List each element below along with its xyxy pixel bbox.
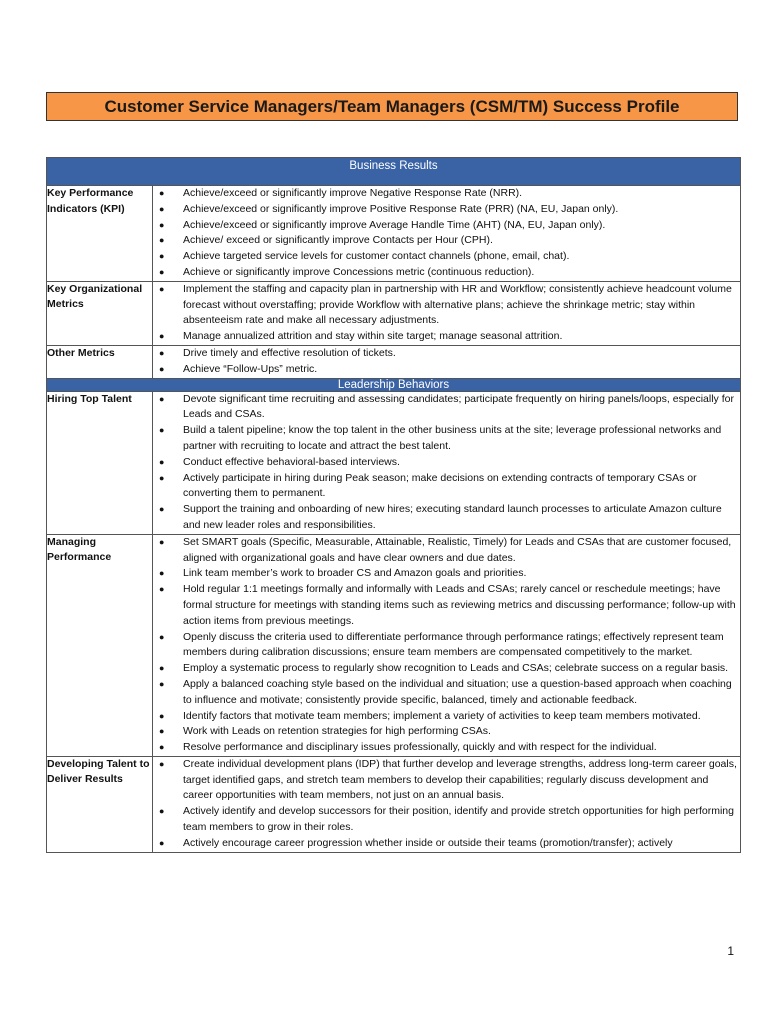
row-items xyxy=(153,534,741,756)
bullet-icon: ● xyxy=(159,758,165,769)
row-items xyxy=(153,756,741,852)
list-item xyxy=(153,346,740,362)
list-item xyxy=(153,186,740,202)
bullet-icon: ● xyxy=(159,806,165,817)
list-item-text: Achieve/exceed or significantly improve Positive Response Rate (PRR) (NA, EU, Japan only). xyxy=(183,202,619,215)
bullet-list xyxy=(153,535,740,756)
row-label: Key Performance Indicators (KPI) xyxy=(47,186,153,282)
bullet-icon: ● xyxy=(159,663,165,674)
section-header-row xyxy=(47,158,741,186)
list-item-text: Achieve or significantly improve Concessions metric (continuous reduction). xyxy=(183,265,535,278)
row-label: Managing Performance xyxy=(47,534,153,756)
bullet-icon: ● xyxy=(159,188,165,198)
list-item-text: Link team member’s work to broader CS and Amazon goals and priorities. xyxy=(183,567,527,580)
table-row xyxy=(47,534,741,756)
row-label: Key Organizational Metrics xyxy=(47,281,153,345)
list-item-text: Implement the staffing and capacity plan in partnership with HR and Workflow; consistently achieve headcount volume forecast without overstaffing; provide Workflow with alternative plans; achieve the shrinkage metric; stay within absenteeism rate and make all necessary adjustments. xyxy=(183,282,732,327)
list-item-text: Actively identify and develop successors for their position, identify and provide stretch opportunities for high performing team members to grow in their roles. xyxy=(183,805,734,834)
bullet-icon: ● xyxy=(159,393,165,404)
list-item-text: Employ a systematic process to regularly show recognition to Leads and CSAs; celebrate success on a regular basis. xyxy=(183,662,729,675)
row-items xyxy=(153,391,741,534)
list-item-text: Support the training and onboarding of new hires; executing standard launch processes to articulate Amazon culture and new leader roles and responsibilities. xyxy=(183,503,722,531)
bullet-icon: ● xyxy=(159,235,165,246)
bullet-icon: ● xyxy=(159,251,165,262)
list-item-text: Achieve/ exceed or significantly improve Contacts per Hour (CPH). xyxy=(183,234,493,247)
list-item xyxy=(153,282,740,329)
list-item-text: Work with Leads on retention strategies for high performing CSAs. xyxy=(183,725,491,738)
list-item xyxy=(153,724,740,740)
list-item xyxy=(153,535,740,567)
bullet-list xyxy=(153,346,740,378)
list-item-text: Actively encourage career progression whether inside or outside their teams (promotion/transfer); actively xyxy=(183,836,673,849)
row-items xyxy=(153,345,741,378)
success-profile-table xyxy=(46,157,741,853)
list-item-text: Resolve performance and disciplinary issues professionally, quickly and with respect for the individual. xyxy=(183,741,657,754)
list-item xyxy=(153,455,740,471)
bullet-list xyxy=(153,186,740,281)
list-item-text: Manage annualized attrition and stay within site target; manage seasonal attrition. xyxy=(183,330,563,343)
bullet-icon: ● xyxy=(159,726,165,737)
list-item xyxy=(153,709,740,725)
bullet-list xyxy=(153,757,740,852)
bullet-list xyxy=(153,282,740,345)
row-label: Other Metrics xyxy=(47,345,153,378)
list-item-text: Set SMART goals (Specific, Measurable, Attainable, Realistic, Timely) for Leads and CSAs that are customer focused, aligned with organizational goals and have clear owners and due dates. xyxy=(183,535,732,564)
bullet-icon: ● xyxy=(159,837,165,848)
list-item xyxy=(153,757,740,804)
list-item xyxy=(153,677,740,709)
bullet-icon: ● xyxy=(159,347,165,358)
bullet-icon: ● xyxy=(159,536,165,547)
list-item-text: Achieve targeted service levels for customer contact channels (phone, email, chat). xyxy=(183,250,570,263)
list-item xyxy=(153,218,740,234)
bullet-icon: ● xyxy=(159,219,165,230)
bullet-icon: ● xyxy=(159,568,165,579)
bullet-icon: ● xyxy=(159,203,165,214)
bullet-icon: ● xyxy=(159,678,165,689)
list-item xyxy=(153,265,740,281)
list-item-text: Openly discuss the criteria used to differentiate performance through performance ratings; effectively represent team members during calibration discussions; ensure team members are compensated competitively to the market. xyxy=(183,630,724,659)
list-item-text: Achieve “Follow-Ups” metric. xyxy=(183,362,318,375)
list-item xyxy=(153,836,740,852)
bullet-icon: ● xyxy=(159,504,165,515)
list-item-text: Devote significant time recruiting and assessing candidates; participate frequently on hiring panels/loops, especially for Leads and CSAs. xyxy=(183,392,734,421)
row-items xyxy=(153,281,741,345)
page-number: 1 xyxy=(727,944,734,958)
list-item xyxy=(153,582,740,629)
table-row xyxy=(47,345,741,378)
bullet-icon: ● xyxy=(159,331,165,342)
bullet-icon: ● xyxy=(159,456,165,467)
bullet-icon: ● xyxy=(159,283,165,294)
list-item-text: Hold regular 1:1 meetings formally and informally with Leads and CSAs; rarely cancel or reschedule meetings; have formal structure for meetings with standing items such as reviewing metrics and discussing performance; follow-up with action items from previous meetings. xyxy=(183,583,736,627)
table-row xyxy=(47,281,741,345)
list-item-text: Achieve/exceed or significantly improve Negative Response Rate (NRR). xyxy=(183,187,523,199)
list-item xyxy=(153,249,740,265)
table-row xyxy=(47,756,741,852)
row-items xyxy=(153,186,741,282)
list-item xyxy=(153,392,740,424)
table-row xyxy=(47,186,741,282)
list-item xyxy=(153,362,740,378)
list-item-text: Drive timely and effective resolution of tickets. xyxy=(183,346,396,359)
list-item-text: Achieve/exceed or significantly improve Average Handle Time (AHT) (NA, EU, Japan only). xyxy=(183,218,606,231)
list-item xyxy=(153,804,740,836)
list-item xyxy=(153,566,740,582)
row-label: Developing Talent to Deliver Results xyxy=(47,756,153,852)
list-item-text: Build a talent pipeline; know the top talent in the other business units at the site; leverage professional networks and partner with recruiting to locate and attract the best talent. xyxy=(183,424,722,452)
list-item xyxy=(153,423,740,455)
table-row xyxy=(47,391,741,534)
list-item xyxy=(153,630,740,662)
bullet-icon: ● xyxy=(159,631,165,642)
bullet-list xyxy=(153,392,740,534)
list-item xyxy=(153,329,740,345)
bullet-icon: ● xyxy=(159,710,165,721)
list-item xyxy=(153,202,740,218)
bullet-icon: ● xyxy=(159,584,165,595)
bullet-icon: ● xyxy=(159,472,165,483)
bullet-icon: ● xyxy=(159,363,165,374)
list-item xyxy=(153,471,740,503)
list-item-text: Conduct effective behavioral-based interviews. xyxy=(183,455,400,468)
list-item xyxy=(153,740,740,756)
section-heading: Business Results xyxy=(47,158,741,186)
bullet-icon: ● xyxy=(159,742,165,753)
list-item xyxy=(153,502,740,534)
list-item xyxy=(153,233,740,249)
row-label: Hiring Top Talent xyxy=(47,391,153,534)
list-item xyxy=(153,661,740,677)
list-item-text: Identify factors that motivate team members; implement a variety of activities to keep team members motivated. xyxy=(183,709,701,722)
document-title: Customer Service Managers/Team Managers (CSM/TM) Success Profile xyxy=(46,92,738,121)
list-item-text: Apply a balanced coaching style based on the individual and situation; use a question-based approach when coaching to influence and motivate; consistently provide specific, balanced, timely and actionable feedback. xyxy=(183,677,732,706)
bullet-icon: ● xyxy=(159,425,165,436)
list-item-text: Actively participate in hiring during Peak season; make decisions on extending contracts of temporary CSAs or converting them to permanent. xyxy=(183,471,697,500)
section-header-row xyxy=(47,378,741,391)
bullet-icon: ● xyxy=(159,266,165,277)
list-item-text: Create individual development plans (IDP) that further develop and leverage strengths, address long-term career goals, target identified gaps, and stretch team members to develop their capabilities; regularly discuss development and career opportunities with team members, not just on an annual basis. xyxy=(183,757,737,802)
section-heading: Leadership Behaviors xyxy=(47,378,741,391)
